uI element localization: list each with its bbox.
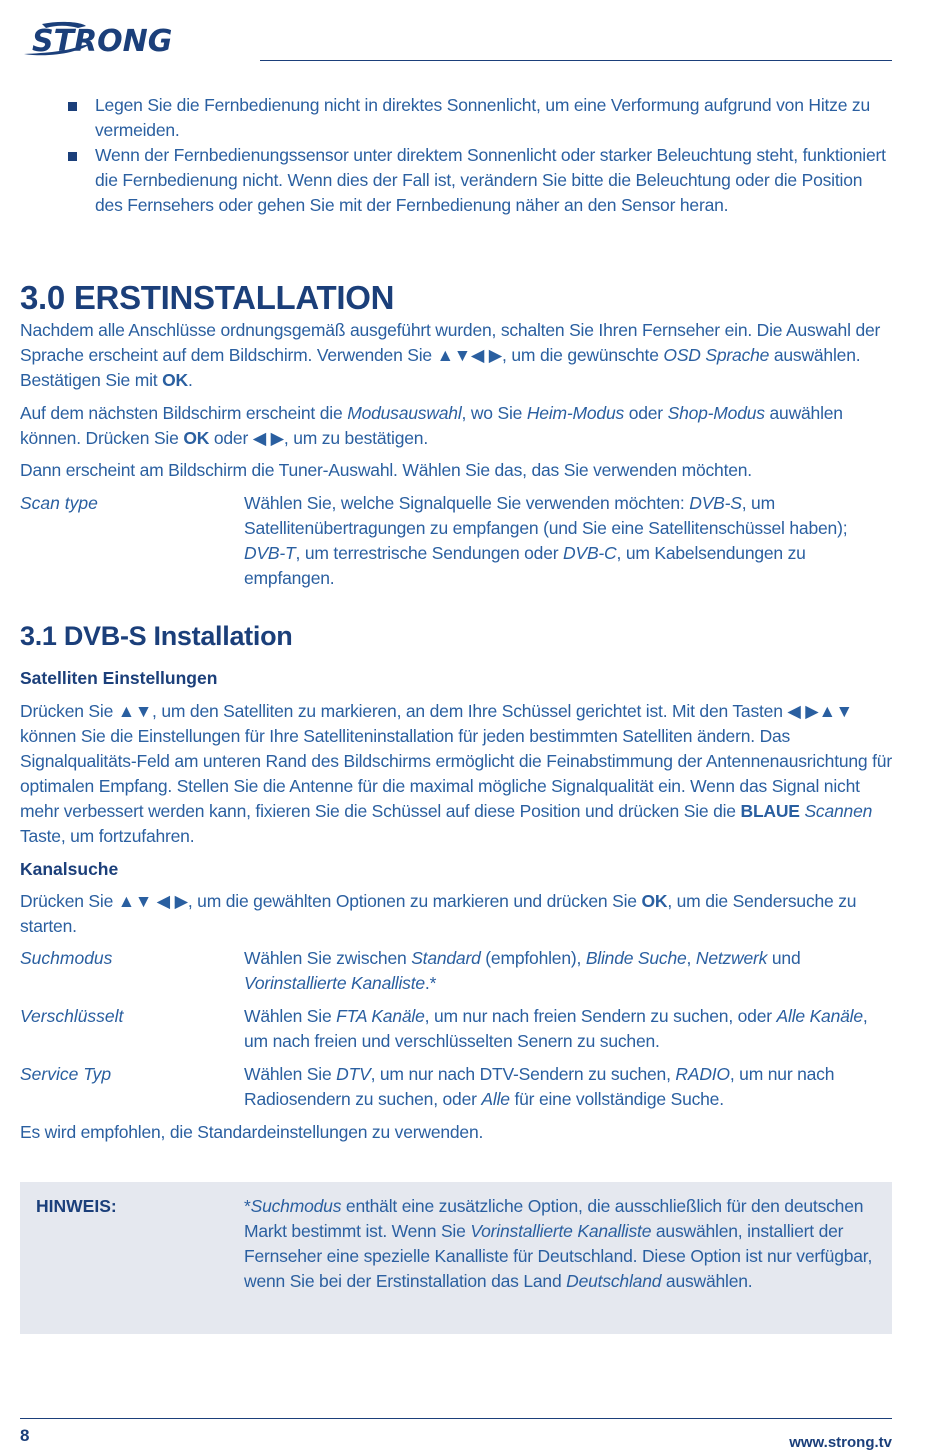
definition-description: Wählen Sie, welche Signalquelle Sie verwenden möchten: DVB-S, um Satellitenübertragungen zu empfangen (und Sie eine Satellitenschüssel haben); DVB-T, um terrestrische Sendungen oder DVB-C, um Kabelsendungen zu empfangen. xyxy=(244,493,848,588)
paragraph: Es wird empfohlen, die Standardeinstellungen zu verwenden. xyxy=(20,1122,484,1142)
list-item: Wenn der Fernbedienungssensor unter direktem Sonnenlicht oder starker Beleuchtung steht, funktioniert die Fernbedienung nicht. Wenn dies der Fall ist, verändern Sie bitte die Beleuchtung oder die Position des Fernsehers oder gehen Sie mit der Fernbedienung näher an den Sensor heran. xyxy=(20,143,892,218)
definition-description: Wählen Sie zwischen Standard (empfohlen), Blinde Suche, Netzwerk und Vorinstallierte Kanalliste.* xyxy=(244,948,801,993)
paragraph: Nachdem alle Anschlüsse ordnungsgemäß ausgeführt wurden, schalten Sie Ihren Fernseher ein. Die Auswahl der Sprache erscheint auf dem Bildschirm. Verwenden Sie ▲▼◀ ▶, um die gewünschte OSD Sprache auswählen. Bestätigen Sie mit OK. xyxy=(20,320,881,390)
definition-service-typ xyxy=(20,1062,892,1112)
section-title-erstinstallation: 3.0 ERSTINSTALLATION xyxy=(20,279,395,316)
definition-term: Service Typ xyxy=(20,1064,112,1084)
square-bullet-icon xyxy=(68,102,77,111)
strong-logo xyxy=(20,18,230,60)
bullet-list xyxy=(20,93,892,218)
section-title-dvbs-installation: 3.1 DVB-S Installation xyxy=(20,621,293,651)
definition-term: Scan type xyxy=(20,493,98,513)
definition-description: Wählen Sie DTV, um nur nach DTV-Sendern zu suchen, RADIO, um nur nach Radiosendern zu suchen, oder Alle für eine vollständige Suche. xyxy=(244,1064,835,1109)
list-item: Legen Sie die Fernbedienung nicht in direktes Sonnenlicht, um eine Verformung aufgrund von Hitze zu vermeiden. xyxy=(20,93,892,143)
subheading-satelliten: Satelliten Einstellungen xyxy=(20,668,218,688)
section-31-body xyxy=(20,666,892,1145)
definition-term: Suchmodus xyxy=(20,948,113,968)
subheading-kanalsuche: Kanalsuche xyxy=(20,859,119,879)
definition-scan-type xyxy=(20,491,892,591)
note-label: HINWEIS: xyxy=(36,1196,117,1216)
svg-text:STRONG: STRONG xyxy=(32,24,173,59)
footer-rule xyxy=(20,1418,892,1419)
square-bullet-icon xyxy=(68,152,77,161)
definition-description: Wählen Sie FTA Kanäle, um nur nach freien Sendern zu suchen, oder Alle Kanäle, um nach freien und verschlüsselten Senern zu suchen. xyxy=(244,1006,868,1051)
header-rule xyxy=(260,60,892,61)
page-number: 8 xyxy=(20,1426,30,1445)
definition-term: Verschlüsselt xyxy=(20,1006,124,1026)
paragraph: Drücken Sie ▲▼ ◀ ▶, um die gewählten Optionen zu markieren und drücken Sie OK, um die Sendersuche zu starten. xyxy=(20,891,857,936)
note-box xyxy=(20,1182,892,1334)
paragraph: Drücken Sie ▲▼, um den Satelliten zu markieren, an dem Ihre Schüssel gerichtet ist. Mit den Tasten ◀ ▶▲▼ können Sie die Einstellungen für Ihre Satelliteninstallation für jeden bestimmten Satelliten ändern. Das Signalqualitäts-Feld am unteren Rand des Bildschirms ermöglicht die Feinabstimmung der Antennenausrichtung für optimalen Empfang. Stellen Sie die Antenne für die maximal mögliche Signalqualität ein. Wenn das Signal nicht mehr verbessert werden kann, fixieren Sie die Schüssel auf diese Position und drücken Sie die BLAUE Scannen Taste, um fortzufahren. xyxy=(20,701,892,846)
definition-suchmodus xyxy=(20,946,892,996)
paragraph: Auf dem nächsten Bildschirm erscheint die Modusauswahl, wo Sie Heim-Modus oder Shop-Modus auwählen können. Drücken Sie OK oder ◀ ▶, um zu bestätigen. xyxy=(20,403,843,448)
definition-verschluesselt xyxy=(20,1004,892,1054)
website-link[interactable]: www.strong.tv xyxy=(789,1434,892,1451)
paragraph: Dann erscheint am Bildschirm die Tuner-Auswahl. Wählen Sie das, das Sie verwenden möchten. xyxy=(20,460,752,480)
note-text: *Suchmodus enthält eine zusätzliche Option, die ausschließlich für den deutschen Markt bestimmt ist. Wenn Sie Vorinstallierte Kanalliste auswählen, installiert der Fernseher eine spezielle Kanalliste für Deutschland. Diese Option ist nur verfügbar, wenn Sie bei der Erstinstallation das Land Deutschland auswählen. xyxy=(244,1196,873,1291)
section-30-body xyxy=(20,318,892,591)
